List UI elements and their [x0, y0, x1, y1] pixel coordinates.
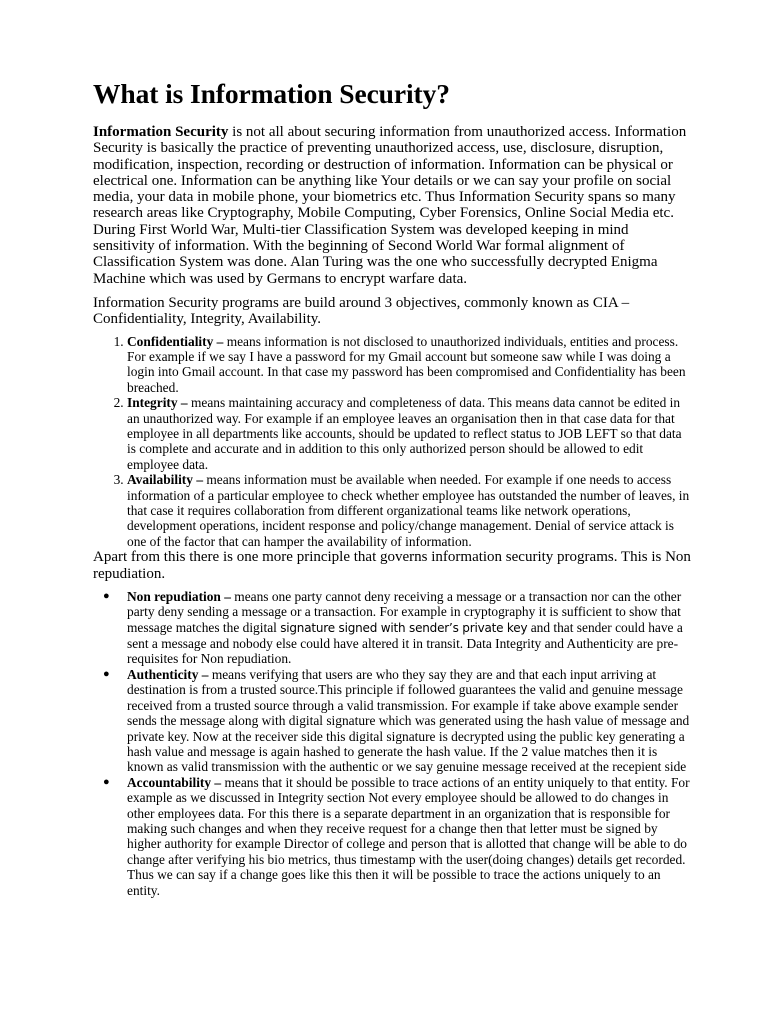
objective-text: means maintaining accuracy and completeness of data. This means data cannot be edited in an unauthorized way. For example if an employee leaves an organisation then in that case data for that employee in all departments like accounts, should be updated to reflect status to JOB LEFT so that data is complete and accurate and in addition to this only authorized person should be allowed to edit employee data. — [127, 395, 682, 472]
objective-term: Availability – — [127, 472, 204, 488]
objective-text: means information must be available when needed. For example if one needs to access information of a particular employee to check whether employee has outstanded the number of leaves, in that case it requires collaboration from different organizational teams like network operations, development operations, incident response and policy/change management. Denial of service attack is one of the factor that can hamper the availability of information. — [127, 472, 690, 549]
principle-item-non-repudiation — [103, 588, 693, 667]
principle-item-authenticity — [103, 666, 693, 775]
principle-text-continued: and that sender could have a sent a message and nobody else could have altered it in transit. Data Integrity and Authenticity are pre-requisites for Non repudiation. — [127, 619, 683, 667]
page-title: What is Information Security? — [93, 78, 450, 109]
cia-objectives-list — [93, 334, 693, 550]
principle-text-signature: signature signed with sender’s private key — [280, 620, 528, 635]
intro-term: Information Security — [93, 124, 229, 140]
document-page — [93, 78, 693, 898]
principle-text: means one party cannot deny receiving a message or a transaction nor can the other party deny sending a message or a transaction. For example in cryptography it is sufficient to show that message matches the digital — [127, 588, 682, 635]
principle-item-accountability — [103, 774, 693, 898]
objective-item-confidentiality — [127, 334, 693, 396]
objective-text: means information is not disclosed to unauthorized individuals, entities and process. For example if we say I have a password for my Gmail account but someone saw while I was doing a login into Gmail account. In that case my password has been compromised and Confidentiality has been breached. — [127, 333, 686, 395]
objective-item-integrity — [127, 395, 693, 472]
objective-term: Confidentiality – — [127, 333, 224, 349]
transition-paragraph: Apart from this there is one more principle that governs information security programs. This is Non repudiation. — [93, 549, 691, 582]
bullet-icon: ● — [103, 667, 110, 680]
bullet-icon: ● — [103, 775, 110, 788]
intro-paragraph-3: Information Security programs are build around 3 objectives, commonly known as CIA – Confidentiality, Integrity, Availability. — [93, 294, 630, 328]
intro-paragraph-1-text: is not all about securing information from unauthorized access. Information Security is basically the practice of preventing unauthorized access, use, disclosure, disruption, modification, inspection, recording or destruction of information. Information can be physical or electrical one. Information can be anything like Your details or we can say your profile on social media, your data in mobile phone, your biometrics etc. Thus Information Security spans so many research areas like Cryptography, Mobile Computing, Cyber Forensics, Online Social Media etc. — [93, 124, 687, 222]
principles-list — [93, 589, 693, 898]
intro-paragraph-2: During First World War, Multi-tier Classification System was developed keeping in mind sensitivity of information. With the beginning of Second World War formal alignment of Classification System was done. Alan Turing was the one who successfully decrypted Enigma Machine which was used by Germans to encrypt warfare data. — [93, 221, 658, 287]
bullet-icon: ● — [103, 589, 110, 602]
objective-item-availability — [127, 472, 693, 549]
principle-term: Accountability – — [127, 774, 222, 790]
principle-term: Authenticity – — [127, 666, 209, 682]
objective-term: Integrity – — [127, 395, 188, 411]
principle-text: means that it should be possible to trace actions of an entity uniquely to that entity. For example as we discussed in Integrity section Not every employee should be allowed to do changes in other employees data. For this there is a separate department in an organization that is responsible for making such changes and when they receive request for a change then that letter must be signed by higher authority for example Director of college and person that is allotted that change will be able to do change after verifying his bio metrics, thus timestamp with the user(doing changes) details get recorded. Thus we can say if a change goes like this then it will be possible to trace the actions uniquely to an entity. — [127, 774, 690, 898]
intro-paragraph-1 — [93, 124, 693, 222]
principle-term: Non repudiation – — [127, 588, 231, 604]
principle-text: means verifying that users are who they say they are and that each input arriving at destination is from a trusted source.This principle if followed guarantees the valid and genuine message received from a trusted source through a valid transmission. For example if take above example sender sends the message along with digital signature which was generated using the hash value of message and private key. Now at the receiver side this digital signature is decrypted using the public key generating a hash value and message is again hashed to generate the hash value. If the 2 value matches then it is known as valid transmission with the authentic or we say genuine message received at the recepient side — [127, 666, 690, 775]
